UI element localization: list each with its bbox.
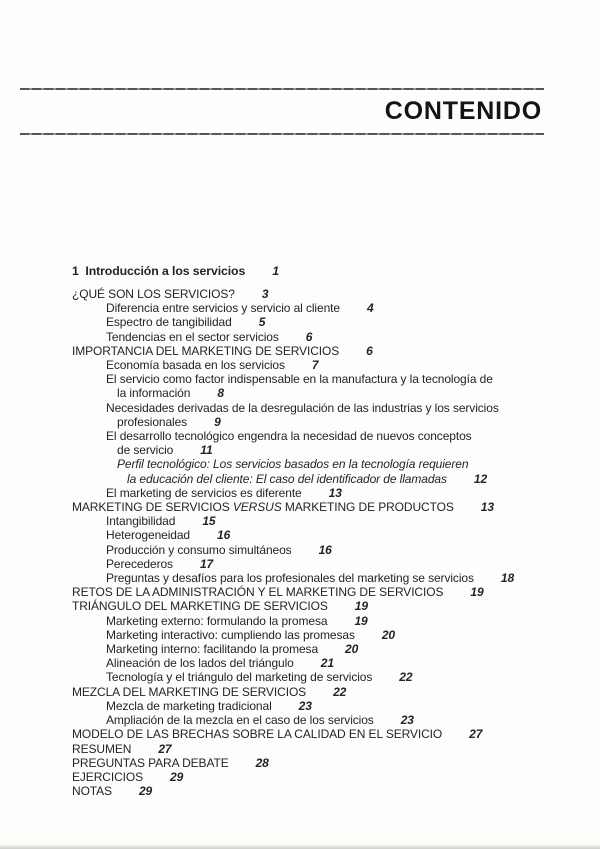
toc-entry <box>0 770 600 784</box>
toc-entry <box>0 614 600 628</box>
toc-entry <box>0 585 600 599</box>
toc-entry <box>0 599 600 613</box>
toc-entry-page-number: 18 <box>500 571 515 586</box>
scan-edge-shadow <box>0 844 600 849</box>
toc-entry <box>0 287 600 301</box>
toc-entry-page-number: 15 <box>202 514 216 529</box>
toc-entry <box>0 656 600 670</box>
toc-entry <box>0 543 600 557</box>
toc-entry-text: Heterogeneidad <box>106 528 191 543</box>
toc-entry <box>0 642 600 656</box>
toc-entry-page-number: 3 <box>261 287 269 301</box>
toc-entry <box>0 415 600 429</box>
toc-entry <box>0 528 600 542</box>
toc-entry-page-number: 27 <box>469 727 483 742</box>
toc-entry-page-number: 1 <box>272 264 279 278</box>
toc-entry-page-number: 7 <box>311 358 319 373</box>
toc-entry-text: Marketing interactivo: cumpliendo las promesas <box>106 627 355 642</box>
toc-entry-text: Marketing externo: formulando la promesa <box>106 613 328 628</box>
toc-entry-page-number: 23 <box>298 698 312 713</box>
toc-entry-page-number: 27 <box>158 741 172 756</box>
toc-entry-page-number: 16 <box>318 542 332 557</box>
toc-entry-page-number: 16 <box>217 528 231 543</box>
toc-entry-text: El marketing de servicios es diferente <box>106 485 302 500</box>
toc-entry-page-number: 28 <box>255 755 269 770</box>
toc-entry-page-number: 6 <box>366 343 373 358</box>
toc-entry-text: Espectro de tangibilidad <box>106 315 232 330</box>
toc-entry-text: Economía basada en los servicios <box>106 358 285 373</box>
toc-entry-page-number: 21 <box>320 656 334 671</box>
toc-entry-text: Alineación de los lados del triángulo <box>106 656 294 671</box>
toc-entry-page-number: 19 <box>470 585 484 600</box>
toc-entry-text: Producción y consumo simultáneos <box>106 542 292 557</box>
toc-entry-page-number: 19 <box>354 599 368 614</box>
toc-entry-text: Mezcla de marketing tradicional <box>106 698 272 713</box>
toc-entry-page-number: 4 <box>366 301 374 316</box>
toc-entry-text: El desarrollo tecnológico engendra la necesidad de nuevos conceptos <box>106 429 472 444</box>
toc-entry <box>0 344 600 358</box>
toc-entry <box>0 557 600 571</box>
toc-entry <box>0 784 600 798</box>
toc-entry-text: Intangibilidad <box>106 514 176 529</box>
toc-entry-page-number: 11 <box>200 443 213 458</box>
toc-entry-page-number: 9 <box>214 414 221 429</box>
toc-entry-page-number: 17 <box>199 556 214 571</box>
toc-entry <box>0 443 600 457</box>
toc-entry-page-number: 20 <box>381 627 396 642</box>
toc-entry-text: Diferencia entre servicios y servicio al cliente <box>106 301 340 316</box>
toc-entry-page-number: 13 <box>328 485 342 500</box>
toc-entry-text: TRIÁNGULO DEL MARKETING DE SERVICIOS <box>72 599 328 614</box>
toc-entry <box>0 713 600 727</box>
toc-entry-page-number: 20 <box>345 642 359 657</box>
toc-entry <box>0 742 600 756</box>
toc-entry-text: El servicio como factor indispensable en la manufactura y la tecnología de <box>106 372 493 387</box>
toc-entry-page-number: 23 <box>400 713 414 728</box>
toc-entry-page-number: 5 <box>258 315 266 330</box>
toc-entry-text: Ampliación de la mezcla en el caso de los servicios <box>106 713 374 728</box>
toc-entry-text: Perfil tecnológico: Los servicios basados en la tecnología requieren <box>117 457 469 472</box>
toc-entry-text: RETOS DE LA ADMINISTRACIÓN Y EL MARKETING DE SERVICIOS <box>72 585 444 600</box>
toc-entry-text: 1 Introducción a los servicios <box>72 264 246 278</box>
toc-entry <box>0 486 600 500</box>
toc-entry-text: Necesidades derivadas de la desregulación de las industrias y los servicios <box>106 400 499 415</box>
toc-entry-page-number: 22 <box>399 670 413 685</box>
toc-entry-page-number: 6 <box>305 329 313 344</box>
toc-list <box>0 264 600 798</box>
toc-entry <box>0 670 600 684</box>
toc-entry <box>0 301 600 315</box>
toc-entry-text: ¿QUÉ SON LOS SERVICIOS? <box>72 287 235 301</box>
header-rule-top <box>20 88 544 90</box>
toc-entry-text: MODELO DE LAS BRECHAS SOBRE LA CALIDAD EN EL SERVICIO <box>72 727 443 742</box>
toc-entry-text: PREGUNTAS PARA DEBATE <box>72 755 229 770</box>
toc-entry <box>0 472 600 486</box>
toc-entry-text: Marketing interno: facilitando la promesa <box>106 642 319 657</box>
toc-entry-text: la educación del cliente: El caso del identificador de llamadas <box>127 471 447 486</box>
toc-entry-text: Tendencias en el sector servicios <box>106 329 279 344</box>
toc-entry-page-number: 8 <box>217 386 224 401</box>
toc-entry-text: EJERCICIOS <box>72 769 144 784</box>
toc-entry <box>0 429 600 443</box>
toc-entry-text: IMPORTANCIA DEL MARKETING DE SERVICIOS <box>72 343 340 358</box>
toc-entry <box>0 571 600 585</box>
toc-entry <box>0 628 600 642</box>
toc-entry-page-number: 19 <box>354 613 368 628</box>
toc-entry <box>0 457 600 471</box>
toc-entry-text: MARKETING DE SERVICIOS VERSUS MARKETING DE PRODUCTOS <box>72 500 454 515</box>
toc-entry-page-number: 29 <box>170 769 184 784</box>
toc-entry-text: la información <box>117 386 191 401</box>
page-title: CONTENIDO <box>384 97 542 125</box>
toc-entry-text: NOTAS <box>72 784 112 799</box>
toc-entry-page-number: 22 <box>333 684 347 699</box>
toc-entry <box>0 699 600 713</box>
toc-entry <box>0 514 600 528</box>
toc-entry-page-number: 12 <box>473 471 488 486</box>
toc-entry <box>0 315 600 329</box>
toc-entry <box>0 727 600 741</box>
toc-entry <box>0 264 600 279</box>
toc-entry-text: Perecederos <box>106 556 173 571</box>
toc-entry-page-number: 13 <box>480 500 494 515</box>
toc-entry-text: MEZCLA DEL MARKETING DE SERVICIOS <box>72 684 307 699</box>
toc-entry-text: Tecnología y el triángulo del marketing de servicios <box>106 670 373 685</box>
toc-entry <box>0 330 600 344</box>
toc-entry-text: de servicio <box>117 443 174 458</box>
toc-entry <box>0 372 600 386</box>
toc-entry <box>0 685 600 699</box>
toc-entry <box>0 401 600 415</box>
toc-entry-text: Preguntas y desafíos para los profesionales del marketing se servicios <box>106 571 474 586</box>
toc-entry-page-number: 29 <box>138 784 153 799</box>
toc-entry <box>0 500 600 514</box>
toc-entry <box>0 358 600 372</box>
toc-entry <box>0 756 600 770</box>
header-rule-bottom <box>20 133 544 135</box>
toc-entry <box>0 386 600 400</box>
toc-entry-text: profesionales <box>117 414 188 429</box>
toc-entry-text: RESUMEN <box>72 741 132 756</box>
